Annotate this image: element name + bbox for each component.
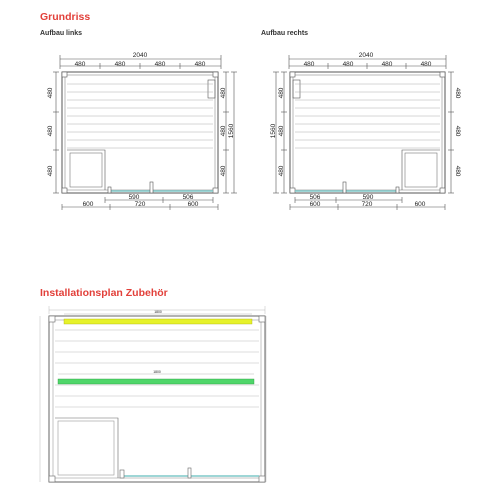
right-height-label: 480 [220,125,227,137]
top-segment-label: 480 [154,61,166,68]
right-height-label: 480 [454,87,461,99]
right-height-label: 480 [454,165,461,177]
bottom-dim-label: 720 [134,201,146,208]
left-height-label: 480 [278,87,285,99]
mid-bar-label: 1800 [153,370,161,374]
left-height-label: 480 [47,165,54,177]
top-segment-label: 480 [381,61,393,68]
right-height-label: 480 [220,165,227,177]
left-height-label: 480 [47,87,54,99]
bottom-dim-label: 600 [309,201,321,208]
plan-aufbau-links [53,55,237,210]
plan-aufbau-rechts [273,55,454,210]
right-height-label: 480 [220,87,227,99]
total-height-label: 1560 [228,123,235,139]
right-height-label: 480 [454,125,461,137]
left-height-label: 480 [47,125,54,137]
highlight-bars [58,310,254,384]
top-bar-yellow [64,319,252,324]
top-segment-label: 480 [342,61,354,68]
top-segment-label: 480 [420,61,432,68]
bottom-dim-label: 600 [82,201,94,208]
bottom-dim-label: 720 [361,201,373,208]
bottom-dim-label: 506 [182,194,194,201]
bottom-dim-label: 600 [187,201,199,208]
top-segment-label: 480 [114,61,126,68]
top-bar-label: 1800 [154,310,162,314]
dims-aufbau-rechts [270,52,461,208]
left-height-label: 480 [278,125,285,137]
aufbau-links-label: Aufbau links [40,30,83,37]
bottom-dim-label: 590 [128,194,140,201]
total-height-label: 1560 [270,123,277,139]
bottom-dim-label: 600 [414,201,426,208]
plan-installation [40,306,266,482]
aufbau-rechts-label: Aufbau rechts [261,30,309,37]
grundriss-title: Grundriss [40,11,91,23]
left-height-label: 480 [278,165,285,177]
total-width-label: 2040 [358,52,374,59]
top-segment-label: 480 [303,61,315,68]
top-segment-label: 480 [74,61,86,68]
mid-bar-green [58,379,254,384]
total-width-label: 2040 [132,52,148,59]
installationsplan-title: Installationsplan Zubehör [40,287,168,299]
top-segment-label: 480 [194,61,206,68]
dims-aufbau-links [47,52,235,208]
bottom-dim-label: 506 [309,194,321,201]
bottom-dim-label: 590 [362,194,374,201]
